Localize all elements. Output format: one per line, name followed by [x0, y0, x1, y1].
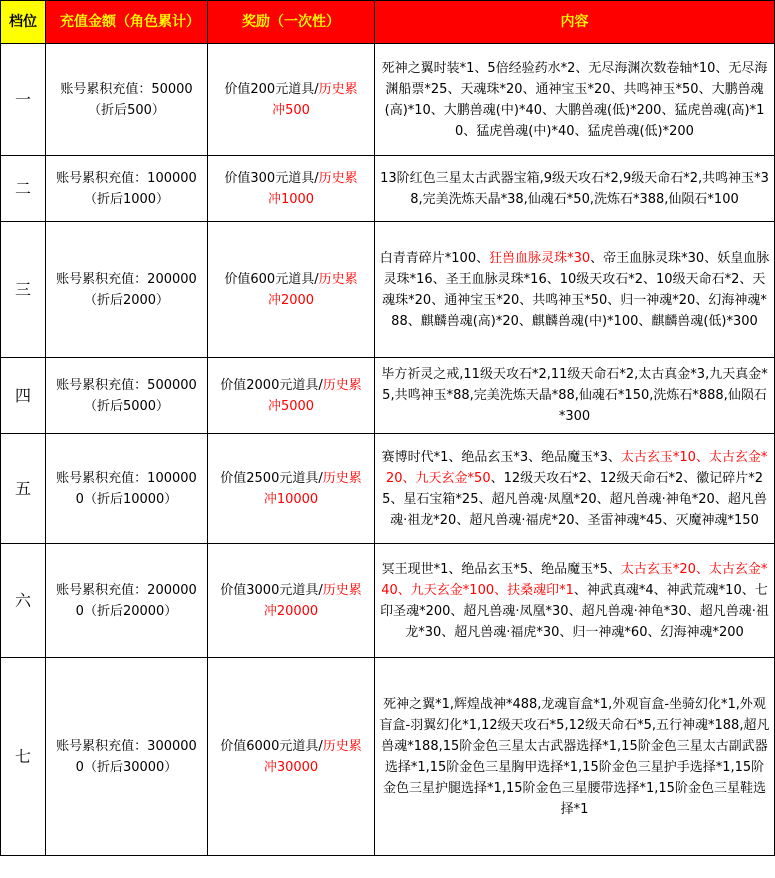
header-row: [1, 1, 775, 44]
reward-history-text: 历史累冲10000: [263, 470, 362, 507]
content-text: 冥王现世*1、绝品玄玉*5、绝品魔玉*5、: [381, 561, 621, 577]
table-row: [1, 156, 775, 222]
reward-value-text: 价值300元道具/: [224, 170, 319, 186]
tier-cell: 六: [1, 544, 46, 658]
content-text: 白青青碎片*100、: [379, 250, 490, 266]
header-amount: 充值金额（角色累计）: [46, 1, 208, 44]
table-body: [1, 44, 775, 856]
content-text: 赛博时代*1、绝品玄玉*3、绝品魔玉*3、: [381, 449, 621, 465]
content-cell: [375, 156, 775, 222]
amount-cell: 账号累积充值：1000000（折后10000）: [46, 434, 208, 544]
reward-cell: [208, 544, 375, 658]
content-cell: [375, 658, 775, 856]
reward-value-text: 价值200元道具/: [224, 81, 319, 97]
reward-cell: [208, 44, 375, 156]
content-highlight-text: 太古玄玉*20、太古玄金*40、九天玄金*100、扶桑魂印*1: [381, 561, 768, 598]
content-highlight-text: 太古玄玉*10、太古玄金*20、九天玄金*50: [386, 449, 768, 486]
content-text: 死神之翼*1,辉煌战神*488,龙魂盲盒*1,外观盲盒-坐骑幻化*1,外观盲盒-羽翼幻化*1,12级天攻石*5,12级天命石*5,五行神魂*188,超凡兽魂*188,15阶金色三星太古武器选择*1,15阶金色三星太古副武器选择*1,15阶金色三星胸甲选择*1,15阶金色三星护手选择*1,15阶金色三星护腿选择*1,15阶金色三星腰带选择*1,15阶金色三星鞋选择*1: [379, 696, 770, 817]
table-row: [1, 544, 775, 658]
content-highlight-text: 狂兽血脉灵珠*30: [489, 250, 591, 266]
reward-history-text: 历史累冲1000: [267, 170, 358, 207]
reward-value-text: 价值2500元道具/: [220, 470, 323, 486]
content-cell: [375, 222, 775, 358]
content-text: 毕方祈灵之戒,11级天攻石*2,11级天命石*2,太古真金*3,九天真金*5,共鸣神玉*88,完美洗炼天晶*88,仙魂石*150,洗炼石*888,仙陨石*300: [381, 367, 768, 424]
header-content: 内容: [375, 1, 775, 44]
content-text: 死神之翼时装*1、5倍经验药水*2、无尽海渊次数卷轴*10、无尽海渊船票*25、天魂珠*20、通神宝玉*20、共鸣神玉*50、大鹏兽魂(高)*10、大鹏兽魂(中)*40、大鹏兽魂(低)*200、猛虎兽魂(高)*10、猛虎兽魂(中)*40、猛虎兽魂(低)*200: [381, 60, 768, 139]
content-cell: [375, 358, 775, 434]
reward-value-text: 价值2000元道具/: [220, 377, 323, 393]
table-row: [1, 434, 775, 544]
content-cell: [375, 44, 775, 156]
tier-cell: 一: [1, 44, 46, 156]
tier-cell: 三: [1, 222, 46, 358]
reward-value-text: 价值6000元道具/: [220, 738, 323, 754]
reward-history-text: 历史累冲20000: [263, 582, 362, 619]
reward-history-text: 历史累冲500: [272, 81, 358, 118]
header-reward: 奖励（一次性）: [208, 1, 375, 44]
table-row: [1, 44, 775, 156]
content-cell: [375, 544, 775, 658]
reward-cell: [208, 222, 375, 358]
amount-cell: 账号累积充值：200000（折后2000）: [46, 222, 208, 358]
content-text: 、帝王血脉灵珠*30、妖皇血脉灵珠*16、圣王血脉灵珠*16、10级天攻石*2、10级天命石*2、天魂珠*20、通神宝玉*20、共鸣神玉*50、归一神魂*20、幻海神魂*88、麒麟兽魂(高)*20、麒麟兽魂(中)*100、麒麟兽魂(低)*300: [382, 250, 770, 329]
reward-cell: [208, 658, 375, 856]
content-text: 、神武真魂*4、神武荒魂*10、七印圣魂*200、超凡兽魂·凤凰*30、超凡兽魂·神龟*30、超凡兽魂·祖龙*30、超凡兽魂·福虎*30、归一神魂*60、幻海神魂*200: [380, 582, 769, 640]
reward-cell: [208, 358, 375, 434]
tier-cell: 五: [1, 434, 46, 544]
amount-cell: 账号累积充值：100000（折后1000）: [46, 156, 208, 222]
amount-cell: 账号累积充值：50000（折后500）: [46, 44, 208, 156]
reward-value-text: 价值3000元道具/: [220, 582, 323, 598]
content-text: 13阶红色三星太古武器宝箱,9级天攻石*2,9级天命石*2,共鸣神玉*38,完美洗炼天晶*38,仙魂石*50,洗炼石*388,仙陨石*100: [380, 170, 769, 207]
tier-cell: 二: [1, 156, 46, 222]
reward-history-text: 历史累冲5000: [267, 377, 362, 414]
header-tier: 档位: [1, 1, 46, 44]
table-row: [1, 222, 775, 358]
tier-cell: 四: [1, 358, 46, 434]
content-text: 、12级天攻石*2、12级天命石*2、徽记碎片*25、星石宝箱*25、超凡兽魂·凤凰*20、超凡兽魂·神龟*20、超凡兽魂·祖龙*20、超凡兽魂·福虎*20、圣雷神魂*45、灭魔神魂*150: [382, 470, 767, 528]
reward-cell: [208, 434, 375, 544]
reward-history-text: 历史累冲30000: [263, 738, 362, 775]
content-cell: [375, 434, 775, 544]
reward-cell: [208, 156, 375, 222]
amount-cell: 账号累积充值：3000000（折后30000）: [46, 658, 208, 856]
amount-cell: 账号累积充值：500000（折后5000）: [46, 358, 208, 434]
amount-cell: 账号累积充值：2000000（折后20000）: [46, 544, 208, 658]
reward-value-text: 价值600元道具/: [224, 271, 319, 287]
table-row: [1, 658, 775, 856]
reward-history-text: 历史累冲2000: [267, 271, 358, 308]
tier-cell: 七: [1, 658, 46, 856]
table-row: [1, 358, 775, 434]
